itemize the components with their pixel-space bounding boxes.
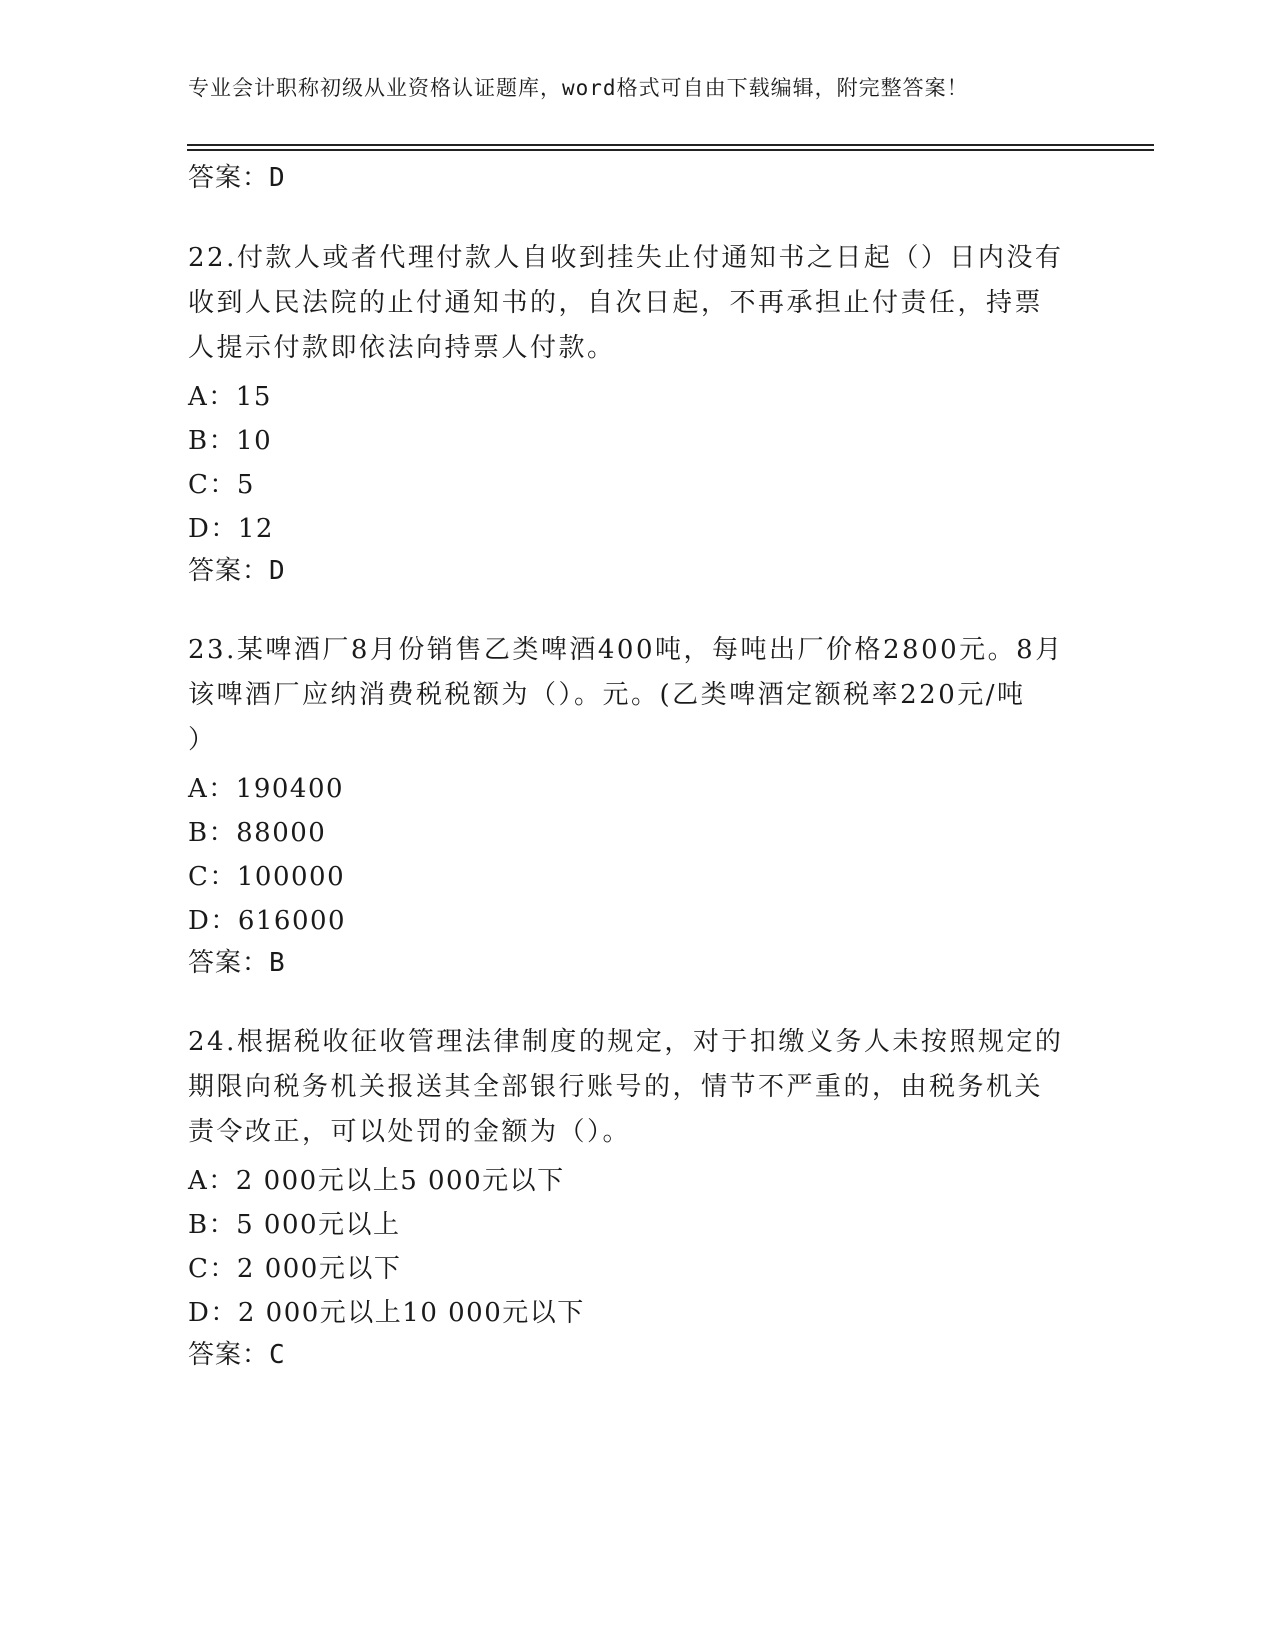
option-a: A：2 000元以上5 000元以下 [188, 1166, 565, 1196]
option-c: C：100000 [188, 862, 346, 892]
option-a: A：190400 [188, 774, 345, 804]
answer-23: 答案：B [188, 948, 286, 978]
question-line: 22.付款人或者代理付款人自收到挂失止付通知书之日起（）日内没有 [188, 243, 1064, 273]
header-divider-top [187, 144, 1154, 146]
question-line: 收到人民法院的止付通知书的，自次日起，不再承担止付责任，持票 [188, 288, 1044, 318]
option-d: D：12 [188, 514, 274, 544]
answer-24: 答案：C [188, 1340, 286, 1370]
header-divider-bottom [187, 149, 1154, 151]
option-b: B：88000 [188, 818, 327, 848]
answer-22: 答案：D [188, 556, 286, 586]
option-c: C：5 [188, 470, 255, 500]
question-line: 24.根据税收征收管理法律制度的规定，对于扣缴义务人未按照规定的 [188, 1027, 1064, 1057]
option-a: A：15 [188, 382, 272, 412]
question-22 [188, 236, 1068, 371]
question-line: 23.某啤酒厂8月份销售乙类啤酒400吨，每吨出厂价格2800元。8月 [188, 635, 1064, 665]
question-line: 责令改正，可以处罚的金额为（）。 [188, 1117, 632, 1147]
option-b: B：10 [188, 426, 273, 456]
question-line: 人提示付款即依法向持票人付款。 [188, 333, 616, 363]
option-d: D：616000 [188, 906, 347, 936]
previous-answer: 答案：D [188, 163, 286, 193]
question-line: ） [188, 725, 217, 755]
page-header: 专业会计职称初级从业资格认证题库，word格式可自由下载编辑，附完整答案！ [188, 76, 969, 100]
question-24 [188, 1020, 1068, 1155]
question-line: 该啤酒厂应纳消费税税额为（）。元。(乙类啤酒定额税率220元/吨 [188, 680, 1026, 710]
option-d: D：2 000元以上10 000元以下 [188, 1298, 585, 1328]
option-b: B：5 000元以上 [188, 1210, 401, 1240]
question-23 [188, 628, 1068, 763]
question-line: 期限向税务机关报送其全部银行账号的，情节不严重的，由税务机关 [188, 1072, 1044, 1102]
option-c: C：2 000元以下 [188, 1254, 402, 1284]
